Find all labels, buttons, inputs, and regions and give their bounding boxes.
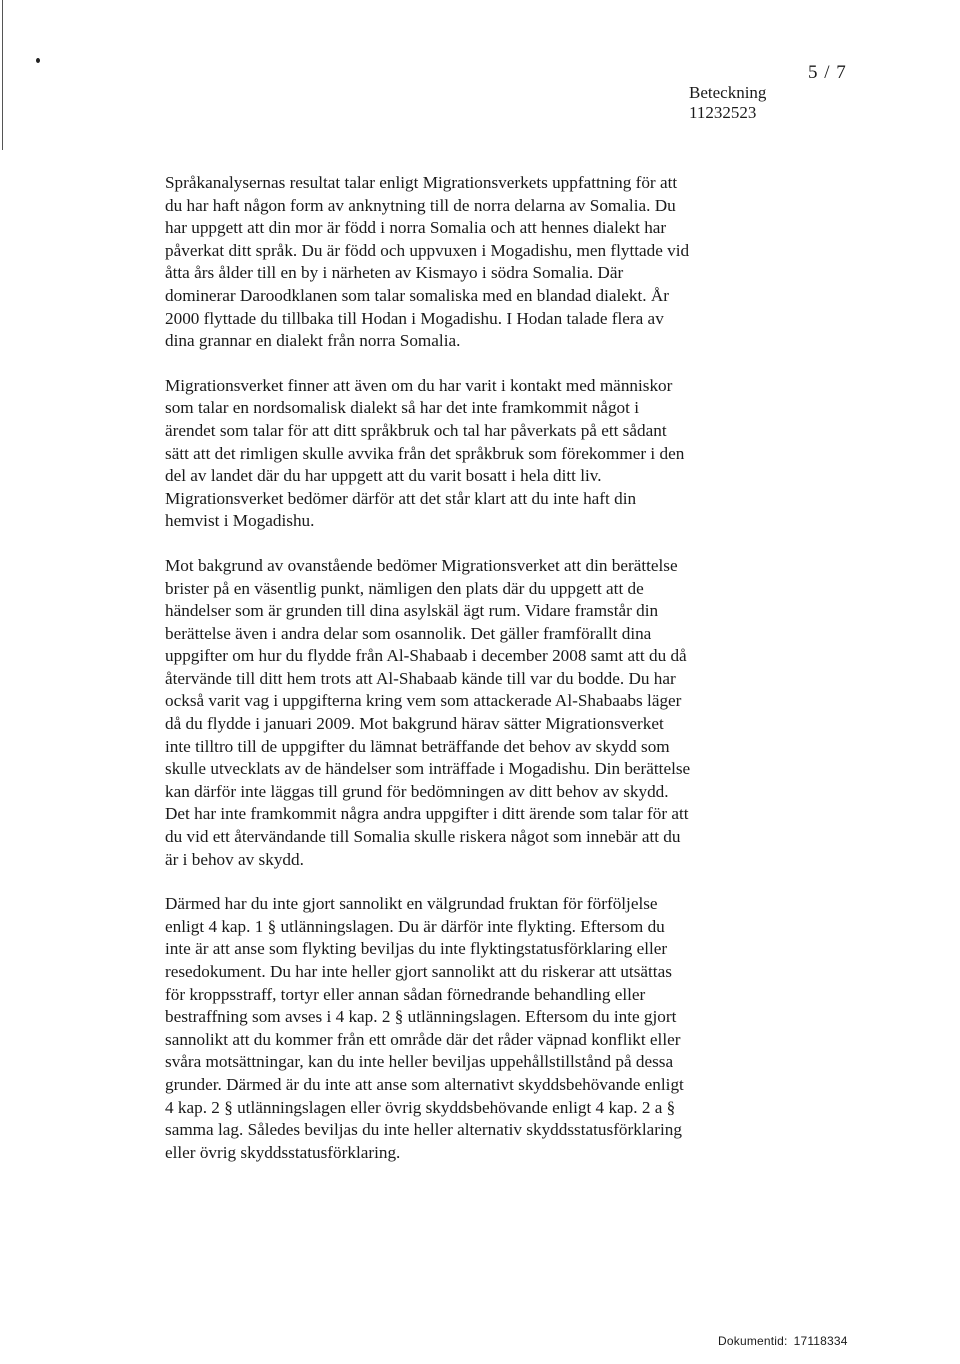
text-line: du har haft någon form av anknytning till de norra delarna av Somalia. Du xyxy=(165,195,676,215)
text-line: händelser som är grunden till dina asylskäl ägt rum. Vidare framstår din xyxy=(165,601,659,621)
text-line: resedokument. Du har inte heller gjort sannolikt att du riskerar att utsättas xyxy=(165,962,672,981)
designation-block xyxy=(689,83,766,123)
text-line: sätt att det rimligen skulle avvika från det språkbruk som förekommer i den xyxy=(165,443,685,463)
text-line: skulle utvecklats av de händelser som inträffade i Mogadishu. Din berättelse xyxy=(165,759,691,779)
text-line: också varit vag i uppgifterna kring vem som attackerade Al-Shabaabs läger xyxy=(165,691,682,711)
text-line: samma lag. Således beviljas du inte heller alternativ skyddsstatusförklaring xyxy=(165,1120,682,1140)
text-line: Språkanalysernas resultat talar enligt Migrationsverkets uppfattning för att xyxy=(165,173,678,192)
text-line: är i behov av skydd. xyxy=(165,849,304,869)
text-line: del av landet där du har uppgett att du varit bosatt i hela ditt liv. xyxy=(165,466,602,486)
text-line: påverkat ditt språk. Du är född och uppvuxen i Mogadishu, men flyttade vid xyxy=(165,240,690,260)
designation-number: 11232523 xyxy=(689,103,757,122)
designation-label: Beteckning xyxy=(689,83,767,102)
text-line: uppgifter om hur du flydde från Al-Shabaab i december 2008 samt att du då xyxy=(165,646,687,666)
text-line: 4 kap. 2 § utlänningslagen eller övrig skyddsbehövande enligt 4 kap. 2 a § xyxy=(165,1097,676,1117)
text-line: eller övrig skyddsstatusförklaring. xyxy=(165,1142,401,1162)
text-line: du vid ett återvändande till Somalia skulle riskera något som innebär att du xyxy=(165,827,681,847)
text-line: åtta års ålder till en by i närheten av Kismayo i södra Somalia. Där xyxy=(165,263,624,283)
text-line: har uppgett att din mor är född i norra Somalia och att hennes dialekt har xyxy=(165,218,667,238)
text-line: svåra motsättningar, kan du inte heller beviljas uppehållstillstånd på dessa xyxy=(165,1052,674,1072)
text-line: hemvist i Mogadishu. xyxy=(165,511,315,531)
text-line: 2000 flyttade du tillbaka till Hodan i Mogadishu. I Hodan talade flera av xyxy=(165,308,664,328)
text-line: Migrationsverket bedömer därför att det står klart att du inte haft din xyxy=(165,488,637,508)
paragraph xyxy=(165,555,765,871)
scan-speck xyxy=(36,58,40,63)
scan-edge-line xyxy=(2,0,3,150)
text-line: dina grannar en dialekt från norra Somalia. xyxy=(165,331,461,351)
paragraph xyxy=(165,375,765,533)
page-number: 5 / 7 xyxy=(808,62,847,83)
text-line: inte tilltro till de uppgifter du lämnat beträffande det behov av skydd som xyxy=(165,736,670,756)
document-id-number: 17118334 xyxy=(793,1334,848,1348)
text-line: dominerar Daroodklanen som talar somaliska med en blandad dialekt. År xyxy=(165,285,670,305)
document-body xyxy=(165,172,765,1164)
text-line: för kroppsstraff, tortyr eller annan sådan förnedrande behandling eller xyxy=(165,984,646,1004)
text-line: Mot bakgrund av ovanstående bedömer Migrationsverket att din berättelse xyxy=(165,555,678,575)
text-line: enligt 4 kap. 1 § utlänningslagen. Du är därför inte flykting. Eftersom du xyxy=(165,916,665,936)
paragraph xyxy=(165,172,765,353)
paragraph xyxy=(165,893,765,1164)
text-line: som talar en nordsomalisk dialekt så har det inte framkommit något i xyxy=(165,398,639,418)
text-line: då du flydde i januari 2009. Mot bakgrund härav sätter Migrationsverket xyxy=(165,714,664,734)
text-line: sannolikt att du kommer från ett område där det råder väpnad konflikt eller xyxy=(165,1029,681,1049)
text-line: berättelse även i andra delar som osannolik. Det gäller framförallt dina xyxy=(165,623,652,643)
text-line: grunder. Därmed är du inte att anse som alternativt skyddsbehövande enligt xyxy=(165,1074,684,1094)
document-id xyxy=(718,1334,848,1348)
document-id-label: Dokumentid: xyxy=(718,1334,788,1348)
text-line: återvände till ditt hem trots att Al-Shabaab kände till var du bodde. Du har xyxy=(165,668,676,688)
text-line: Det har inte framkommit några andra uppgifter i ditt ärende som talar för att xyxy=(165,804,689,824)
text-line: brister på en väsentlig punkt, nämligen den plats där du uppgett att de xyxy=(165,578,644,598)
text-line: Därmed har du inte gjort sannolikt en välgrundad fruktan för förföljelse xyxy=(165,894,658,914)
text-line: bestraffning som avses i 4 kap. 2 § utlänningslagen. Eftersom du inte gjort xyxy=(165,1007,677,1027)
text-line: kan därför inte läggas till grund för bedömningen av ditt behov av skydd. xyxy=(165,781,669,801)
text-line: Migrationsverket finner att även om du har varit i kontakt med människor xyxy=(165,375,673,395)
text-line: inte är att anse som flykting beviljas du inte flyktingstatusförklaring eller xyxy=(165,939,668,959)
text-line: ärendet som talar för att ditt språkbruk och tal har påverkats på ett sådant xyxy=(165,420,667,440)
